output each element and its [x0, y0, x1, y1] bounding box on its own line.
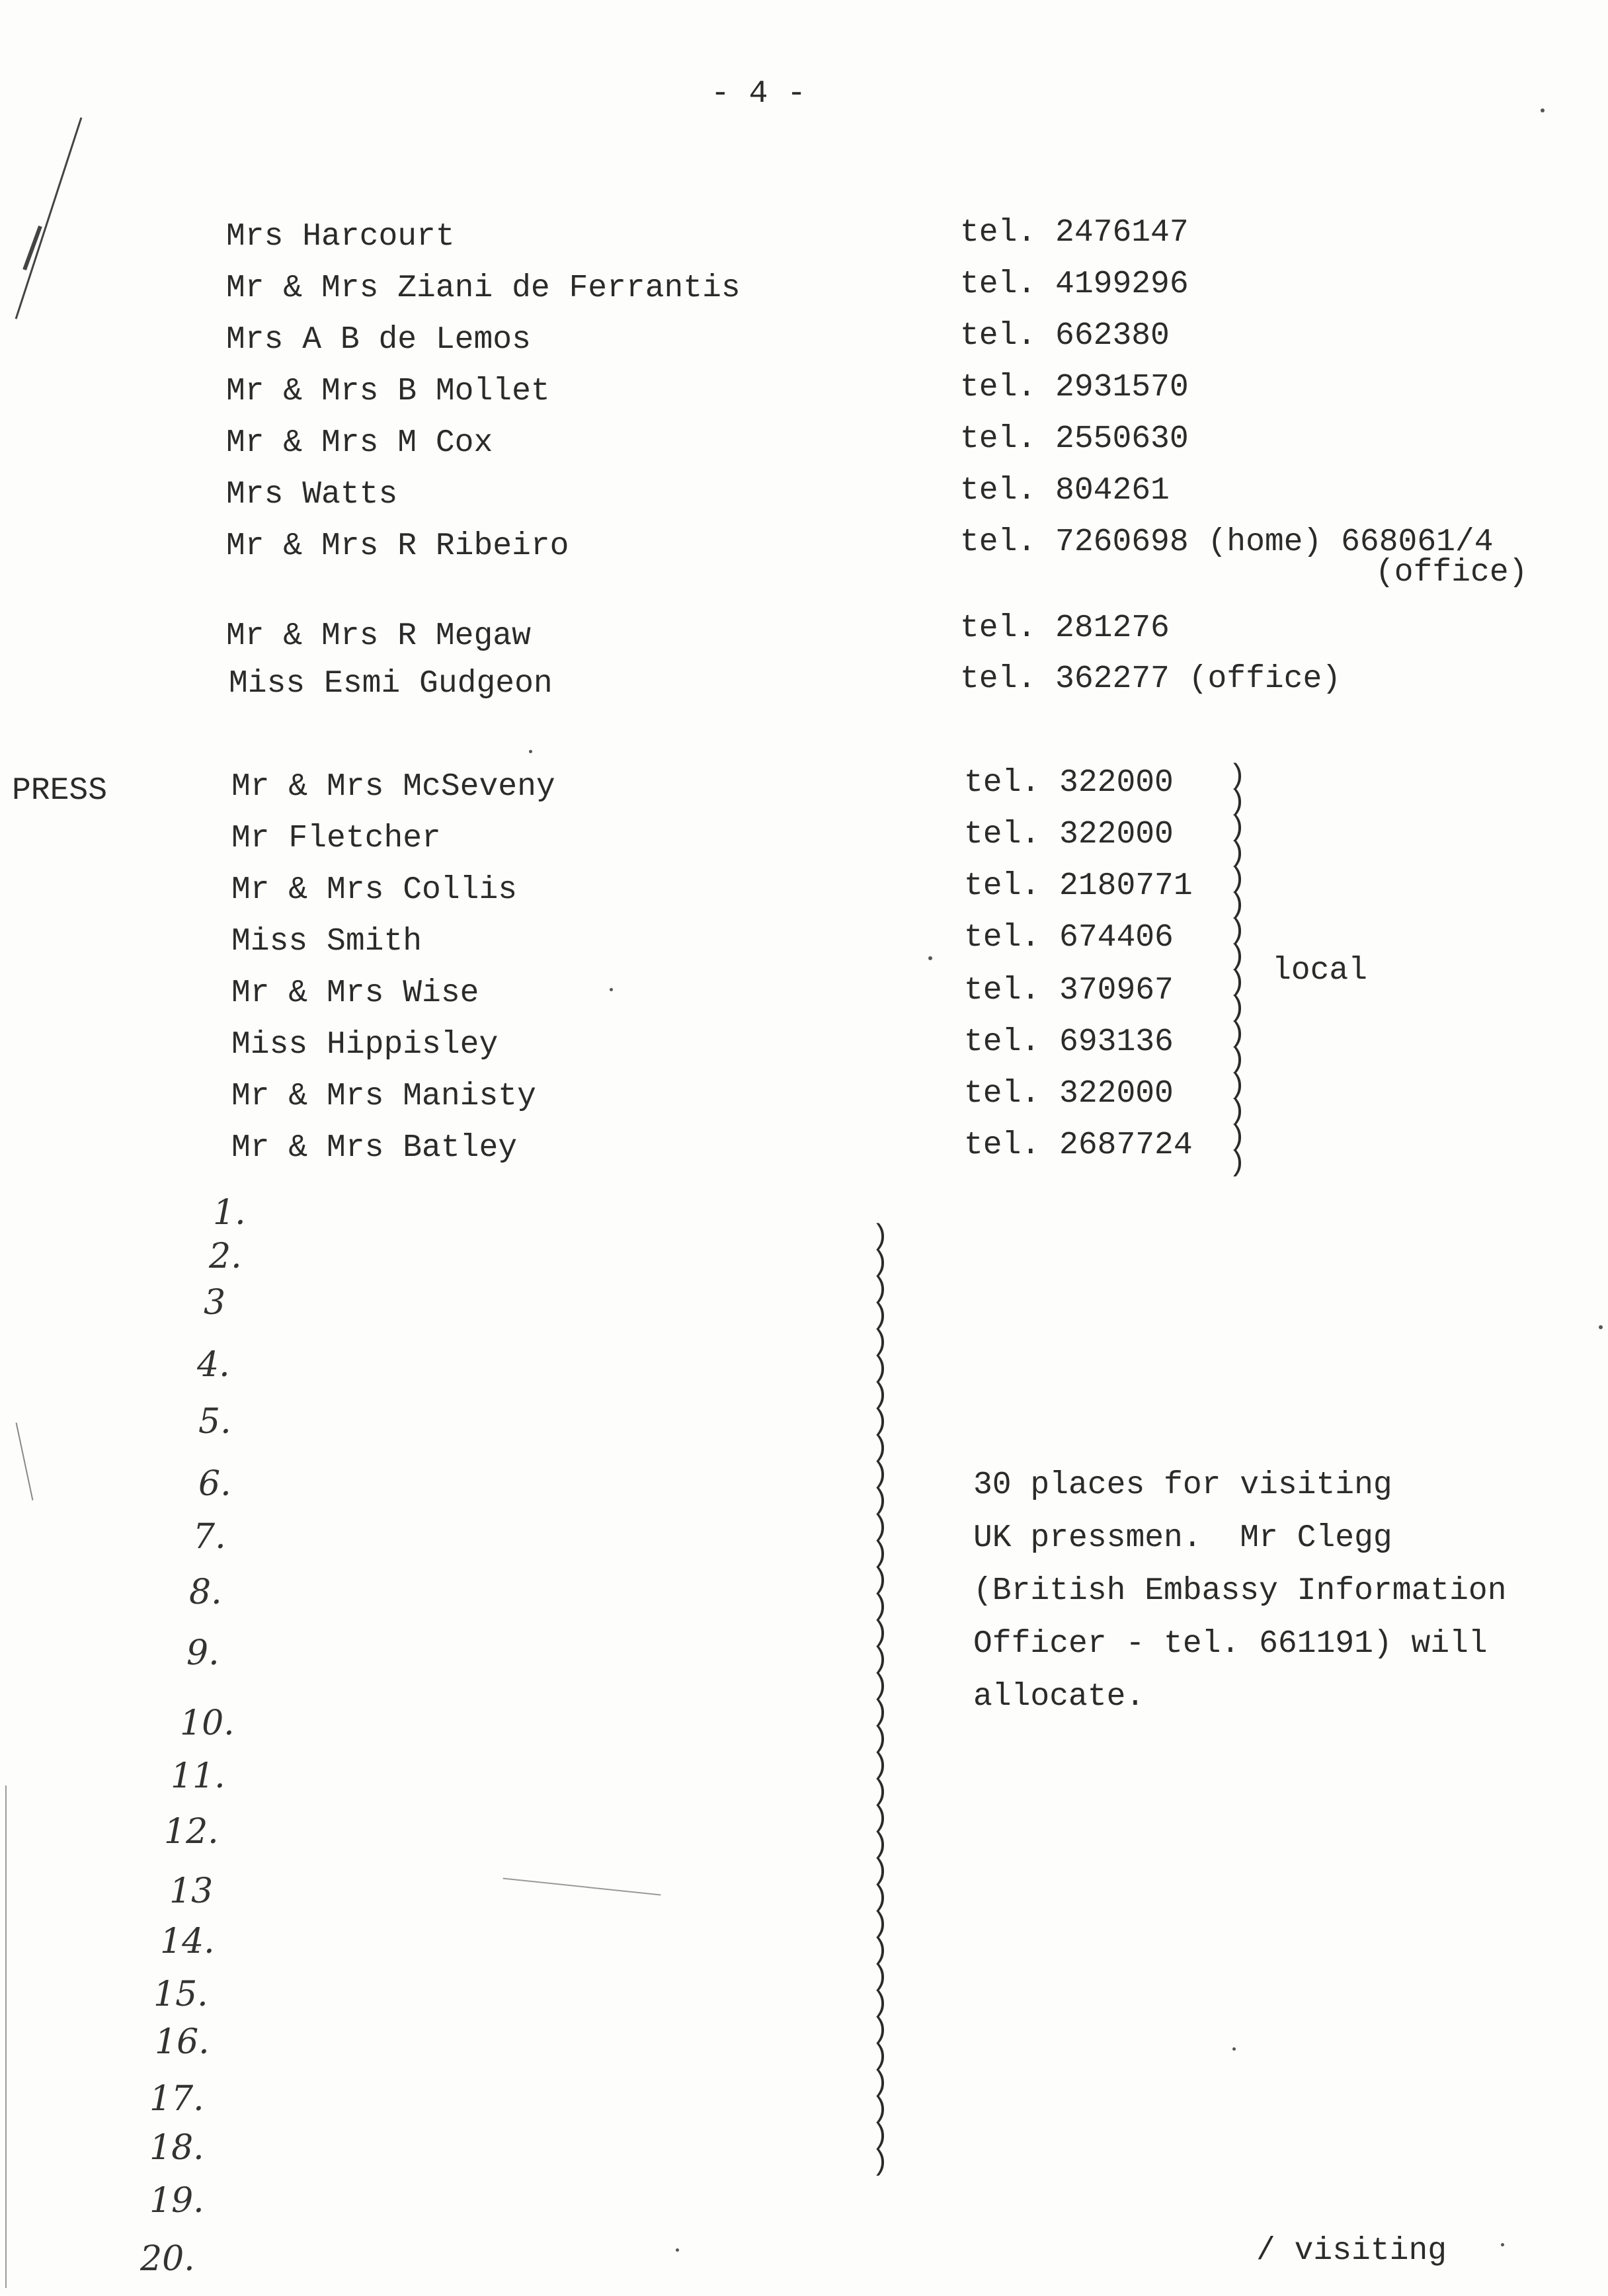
press-tel: tel. 322000 [964, 817, 1174, 852]
guest-name: Mr & Mrs Ziani de Ferrantis [226, 270, 741, 306]
guest-tel: tel. 362277 (office) [960, 661, 1342, 697]
press-tel: tel. 2180771 [964, 868, 1193, 904]
visiting-note-line: Officer - tel. 661191) will [973, 1626, 1488, 1662]
guest-name: Mr & Mrs R Megaw [226, 618, 531, 654]
guest-name: Mr & Mrs R Ribeiro [226, 528, 569, 564]
scan-speck [676, 2248, 679, 2252]
slot-number: 2. [209, 1237, 242, 1276]
guest-tel: tel. 2550630 [960, 421, 1189, 457]
slot-number: 12. [164, 1812, 219, 1852]
slots-bracket: ) ) ) ) ) ) ) ) ) ) ) ) ) ) ) ) ) ) ) ) ) ) ) ) ) ) ) ) ) ) ) ) ) ) ) ) [871, 1220, 889, 2179]
guest-tel: tel. 2476147 [960, 215, 1189, 251]
slot-number: 8. [189, 1573, 222, 1612]
press-tel: tel. 2687724 [964, 1128, 1193, 1163]
slot-number: 9. [186, 1633, 220, 1673]
visiting-note-line: (British Embassy Information [973, 1573, 1507, 1609]
scan-speck [1501, 2243, 1504, 2246]
press-name: Mr & Mrs Collis [231, 872, 518, 908]
slot-number: 7. [193, 1517, 226, 1557]
guest-tel: tel. 7260698 (home) 668061/4 [960, 524, 1494, 560]
slot-number: 20. [140, 2239, 195, 2279]
slot-number: 15. [153, 1975, 208, 2014]
press-name: Mr & Mrs McSeveny [231, 769, 555, 805]
press-tel: tel. 693136 [964, 1024, 1174, 1060]
slot-number: 11. [171, 1756, 225, 1796]
press-name: Miss Hippisley [231, 1027, 499, 1063]
slot-number: 6. [198, 1464, 231, 1504]
guest-tel-continued: (office) [1375, 555, 1528, 591]
press-name: Mr & Mrs Batley [231, 1130, 518, 1166]
guest-name: Miss Esmi Gudgeon [229, 666, 553, 702]
guest-tel: tel. 2931570 [960, 370, 1189, 405]
margin-mark [16, 1422, 34, 1500]
slot-number: 4. [197, 1345, 230, 1385]
continuation-note: / visiting [1256, 2233, 1447, 2269]
press-name: Mr & Mrs Manisty [231, 1079, 536, 1114]
guest-tel: tel. 281276 [960, 610, 1170, 646]
page-number: - 4 - [711, 76, 807, 112]
guest-name: Mrs A B de Lemos [226, 322, 531, 358]
guest-name: Mr & Mrs B Mollet [226, 374, 550, 409]
scan-speck [529, 750, 532, 753]
press-tel: tel. 674406 [964, 920, 1174, 956]
slot-number: 18. [149, 2128, 204, 2168]
press-bracket-note: local [1272, 953, 1368, 989]
press-tel: tel. 370967 [964, 973, 1174, 1008]
guest-name: Mrs Watts [226, 477, 398, 512]
slot-number: 5. [198, 1402, 231, 1442]
press-tel: tel. 322000 [964, 765, 1174, 801]
margin-mark [503, 1877, 661, 1895]
guest-name: Mr & Mrs M Cox [226, 425, 493, 461]
scan-speck [1541, 108, 1545, 112]
guest-name: Mrs Harcourt [226, 219, 455, 255]
guest-tel: tel. 662380 [960, 318, 1170, 354]
slot-number: 1. [213, 1193, 246, 1233]
slot-number: 17. [149, 2079, 204, 2119]
press-bracket: ) ) ) ) ) ) ) ) ) ) ) ) ) ) ) ) [1228, 760, 1246, 1180]
scan-speck [1599, 1325, 1603, 1329]
slot-number: 13 [169, 1871, 214, 1911]
slot-number: 16. [155, 2022, 210, 2062]
margin-mark [5, 1785, 7, 2288]
slot-number: 10. [180, 1703, 235, 1743]
press-tel: tel. 322000 [964, 1076, 1174, 1112]
scan-speck [610, 988, 613, 991]
press-name: Miss Smith [231, 924, 422, 960]
scan-speck [928, 956, 932, 960]
visiting-note-line: allocate. [973, 1679, 1145, 1715]
scan-speck [1232, 2047, 1236, 2051]
slot-number: 19. [149, 2181, 204, 2221]
slot-number: 14. [160, 1922, 215, 1961]
visiting-note-line: 30 places for visiting [973, 1467, 1392, 1503]
guest-tel: tel. 4199296 [960, 266, 1189, 302]
visiting-note-line: UK pressmen. Mr Clegg [973, 1520, 1392, 1556]
press-name: Mr Fletcher [231, 821, 441, 856]
guest-tel: tel. 804261 [960, 473, 1170, 509]
press-name: Mr & Mrs Wise [231, 975, 479, 1011]
press-label: PRESS [12, 773, 108, 809]
slot-number: 3 [204, 1283, 226, 1323]
margin-mark [15, 117, 83, 319]
